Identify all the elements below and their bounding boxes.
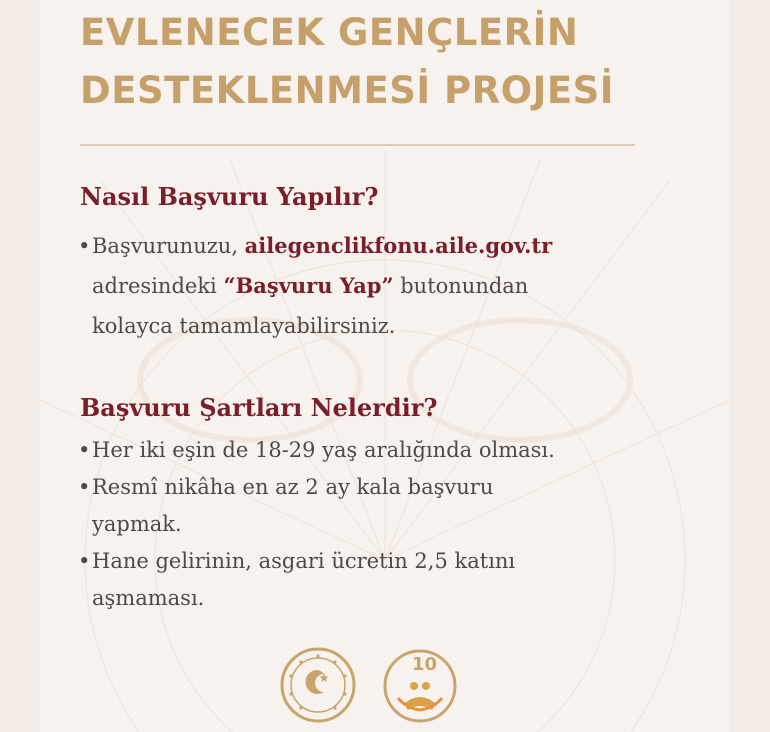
bullet-icon: • [78, 438, 91, 462]
page-title [80, 4, 614, 120]
year-number-text: 10 [412, 654, 438, 675]
requirements-list [78, 432, 555, 617]
requirement-marriage-line-2: yapmak. [92, 512, 182, 536]
how-to-apply-line-1 [78, 226, 552, 266]
requirement-age: Her iki eşin de 18-29 yaş aralığında olması. [92, 438, 555, 462]
ministry-seal-logo [279, 646, 357, 724]
apply-text-button: butonundan [393, 274, 529, 298]
how-to-apply-line-2 [78, 266, 552, 306]
how-to-apply-text [78, 226, 552, 346]
how-to-apply-line-3: kolayca tamamlayabilirsiniz. [92, 314, 396, 338]
bullet-icon: • [78, 234, 91, 258]
family-year-logo [378, 646, 462, 724]
apply-text-address: adresindeki [92, 274, 224, 298]
requirement-item [78, 432, 555, 469]
application-website-link[interactable]: ailegenclikfonu.aile.gov.tr [244, 233, 553, 258]
requirement-income-line-1: Hane gelirinin, asgari ücretin 2,5 katını [92, 549, 516, 573]
section-heading-requirements: Başvuru Şartları Nelerdir? [80, 393, 438, 422]
bullet-icon: • [78, 475, 91, 499]
requirement-marriage-line-1: Resmî nikâha en az 2 ay kala başvuru [92, 475, 494, 499]
title-divider [80, 144, 635, 146]
requirement-item [78, 469, 555, 506]
requirement-income-line-2: aşmaması. [92, 586, 205, 610]
title-line-1: EVLENECEK GENÇLERİN [80, 11, 579, 54]
apply-text-start: Başvurunuzu, [92, 234, 245, 258]
requirement-item [78, 543, 555, 580]
apply-button-name: “Başvuru Yap” [223, 273, 394, 298]
title-line-2: DESTEKLENMESİ PROJESİ [80, 69, 615, 112]
section-heading-how-to-apply: Nasıl Başvuru Yapılır? [80, 182, 379, 211]
bullet-icon: • [78, 549, 91, 573]
